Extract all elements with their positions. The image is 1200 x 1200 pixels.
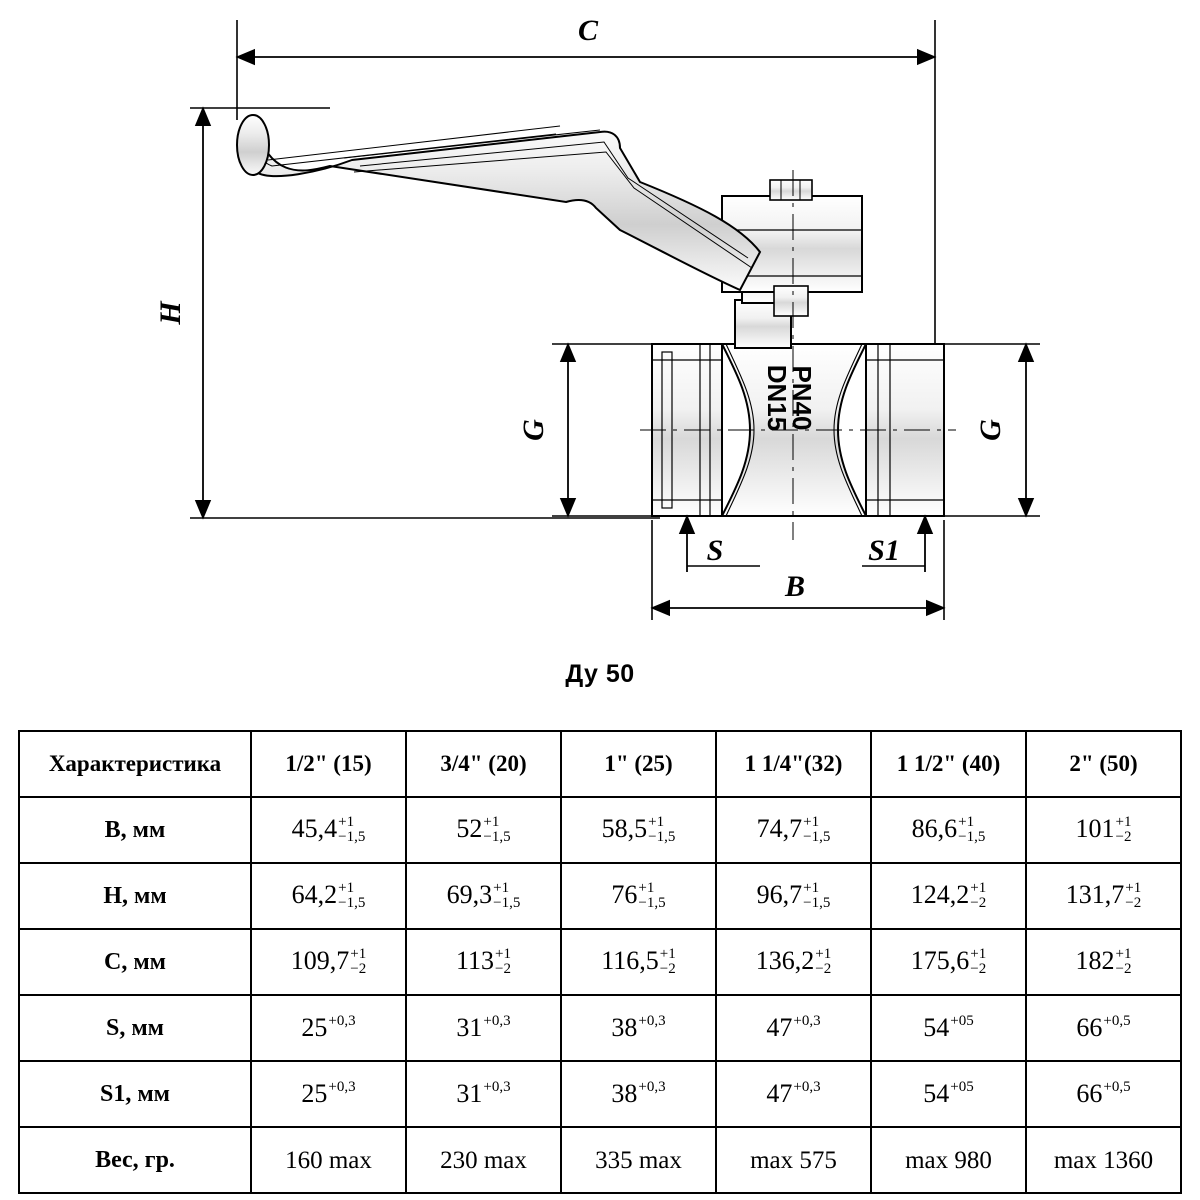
table-row (19, 1127, 1181, 1193)
column-header-dn40: 1 1/2" (40) (871, 731, 1026, 797)
table-cell: 86,6 +1 −1,5 (871, 797, 1026, 863)
row-header: S1, мм (19, 1061, 251, 1127)
table-cell: 101 +1 −2 (1026, 797, 1181, 863)
table-cell: 160 max (251, 1127, 406, 1193)
table-cell: 38 +0,3 (561, 995, 716, 1061)
column-header-dn20: 3/4" (20) (406, 731, 561, 797)
table-cell: 109,7 +1 −2 (251, 929, 406, 995)
dimension-label-h: H (154, 301, 187, 325)
table-cell: 76 +1 −1,5 (561, 863, 716, 929)
dimension-label-c: C (577, 14, 599, 47)
table-row (19, 929, 1181, 995)
table-cell: 54 +05 (871, 995, 1026, 1061)
body-marking-pn: PN40 (787, 365, 817, 431)
dimension-label-g-left: G (517, 419, 550, 441)
table-cell: 25 +0,3 (251, 995, 406, 1061)
table-cell: 74,7 +1 −1,5 (716, 797, 871, 863)
dimension-label-s1: S1 (868, 534, 900, 567)
table-cell: 335 max (561, 1127, 716, 1193)
table-cell: 58,5 +1 −1,5 (561, 797, 716, 863)
table-cell: 45,4 +1 −1,5 (251, 797, 406, 863)
dimension-s1 (862, 516, 925, 572)
table-row (19, 797, 1181, 863)
table-cell: 52 +1 −1,5 (406, 797, 561, 863)
diagram-caption: Ду 50 (565, 660, 635, 688)
column-header-characteristic: Характеристика (19, 731, 251, 797)
dimension-g-left (517, 344, 660, 516)
table-cell: 38 +0,3 (561, 1061, 716, 1127)
column-header-dn15: 1/2" (15) (251, 731, 406, 797)
table-cell: 64,2 +1 −1,5 (251, 863, 406, 929)
dimension-b (652, 520, 944, 620)
table-cell: 31 +0,3 (406, 995, 561, 1061)
specification-table (18, 730, 1182, 1194)
table-row (19, 1061, 1181, 1127)
table-cell: 124,2 +1 −2 (871, 863, 1026, 929)
dimension-label-b: B (784, 570, 806, 603)
dimension-s (687, 516, 760, 572)
dimension-label-g-right: G (974, 419, 1007, 441)
table-cell: 131,7 +1 −2 (1026, 863, 1181, 929)
table-cell: 54 +05 (871, 1061, 1026, 1127)
table-cell: 25 +0,3 (251, 1061, 406, 1127)
table-cell: 47 +0,3 (716, 1061, 871, 1127)
table-cell: 96,7 +1 −1,5 (716, 863, 871, 929)
table-row (19, 995, 1181, 1061)
table-cell: max 980 (871, 1127, 1026, 1193)
table-cell: 175,6 +1 −2 (871, 929, 1026, 995)
table-cell: max 575 (716, 1127, 871, 1193)
table-cell: 31 +0,3 (406, 1061, 561, 1127)
table-cell: 66 +0,5 (1026, 995, 1181, 1061)
column-header-dn50: 2" (50) (1026, 731, 1181, 797)
row-header: H, мм (19, 863, 251, 929)
row-header: S, мм (19, 995, 251, 1061)
column-header-dn25: 1" (25) (561, 731, 716, 797)
table-cell: 182 +1 −2 (1026, 929, 1181, 995)
table-cell: 136,2 +1 −2 (716, 929, 871, 995)
table-row (19, 863, 1181, 929)
table-cell: 66 +0,5 (1026, 1061, 1181, 1127)
valve-body (237, 115, 944, 516)
table-cell: max 1360 (1026, 1127, 1181, 1193)
dimension-label-s: S (706, 534, 724, 567)
body-marking-dn: DN15 (762, 364, 792, 432)
table-header-row (19, 731, 1181, 797)
table-cell: 69,3 +1 −1,5 (406, 863, 561, 929)
row-header: B, мм (19, 797, 251, 863)
table-cell: 47 +0,3 (716, 995, 871, 1061)
table-cell: 230 max (406, 1127, 561, 1193)
row-header: C, мм (19, 929, 251, 995)
column-header-dn32: 1 1/4"(32) (716, 731, 871, 797)
row-header: Вес, гр. (19, 1127, 251, 1193)
table-cell: 116,5 +1 −2 (561, 929, 716, 995)
table-cell: 113 +1 −2 (406, 929, 561, 995)
